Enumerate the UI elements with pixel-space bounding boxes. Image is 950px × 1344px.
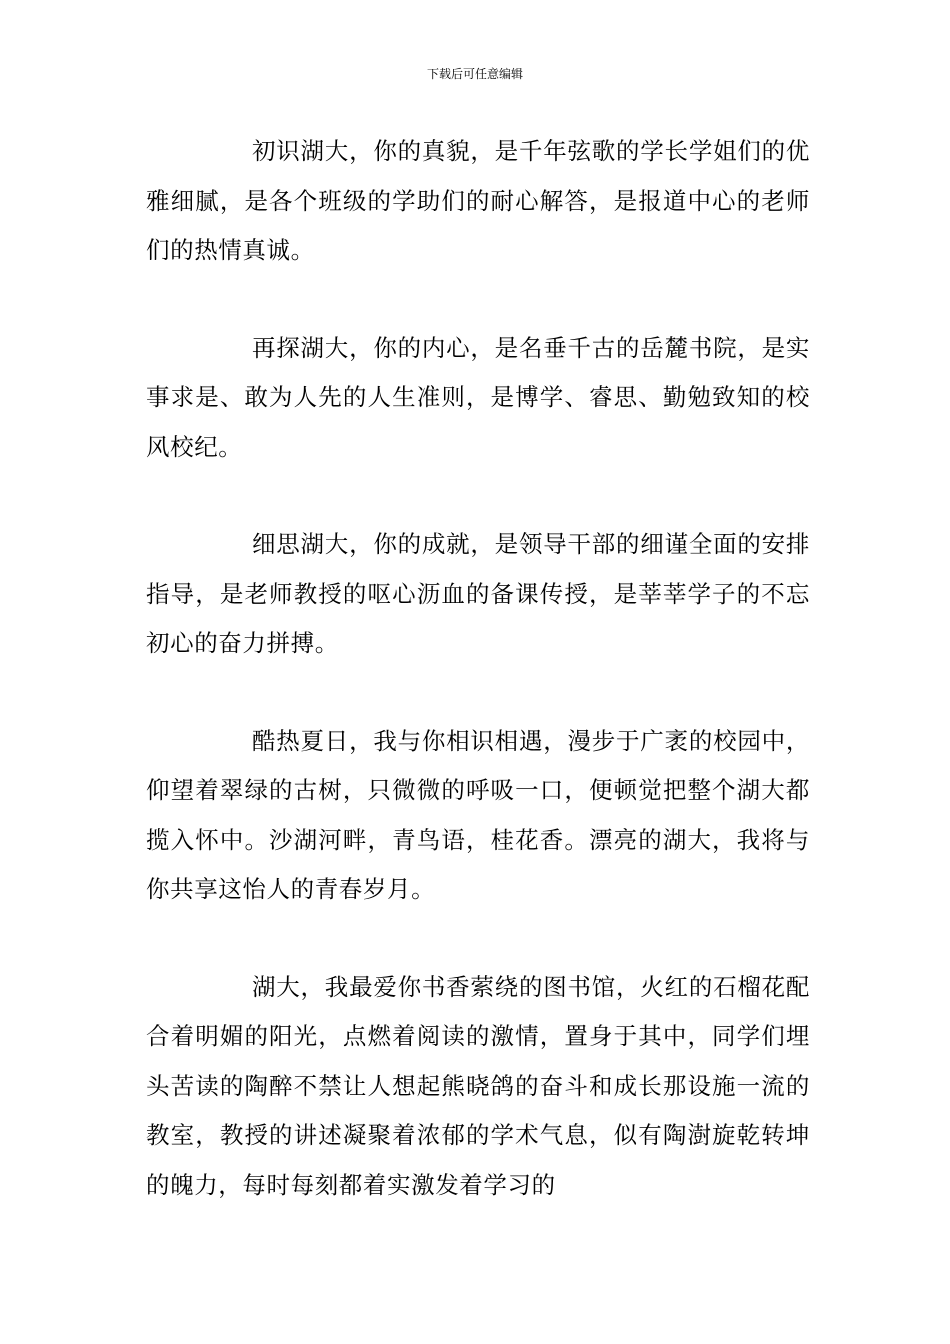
paragraph-3: 细思湖大，你的成就，是领导干部的细谨全面的安排指导，是老师教授的呕心沥血的备课传授，是莘莘学子的不忘初心的奋力拼搏。 [146, 530, 810, 657]
document-body [146, 127, 810, 1258]
paragraph-1: 初识湖大，你的真貌，是千年弦歌的学长学姐们的优雅细腻，是各个班级的学助们的耐心解答，是报道中心的老师们的热情真诚。 [146, 137, 810, 264]
page-header: 下载后可任意编辑 [426, 67, 523, 81]
paragraph-4: 酷热夏日，我与你相识相遇，漫步于广袤的校园中，仰望着翠绿的古树，只微微的呼吸一口，便顿觉把整个湖大都揽入怀中。沙湖河畔，青鸟语，桂花香。漂亮的湖大，我将与你共享这怡人的青春岁月。 [146, 726, 810, 903]
paragraph-5: 湖大，我最爱你书香萦绕的图书馆，火红的石榴花配合着明媚的阳光，点燃着阅读的激情，置身于其中，同学们埋头苦读的陶醉不禁让人想起熊晓鸽的奋斗和成长那设施一流的教室，教授的讲述凝聚着浓郁的学术气息，似有陶澍旋乾转坤的魄力，每时每刻都着实激发着学习的 [146, 972, 810, 1199]
paragraph-2: 再探湖大，你的内心，是名垂千古的岳麓书院，是实事求是、敢为人先的人生准则，是博学、睿思、勤勉致知的校风校纪。 [146, 333, 810, 461]
